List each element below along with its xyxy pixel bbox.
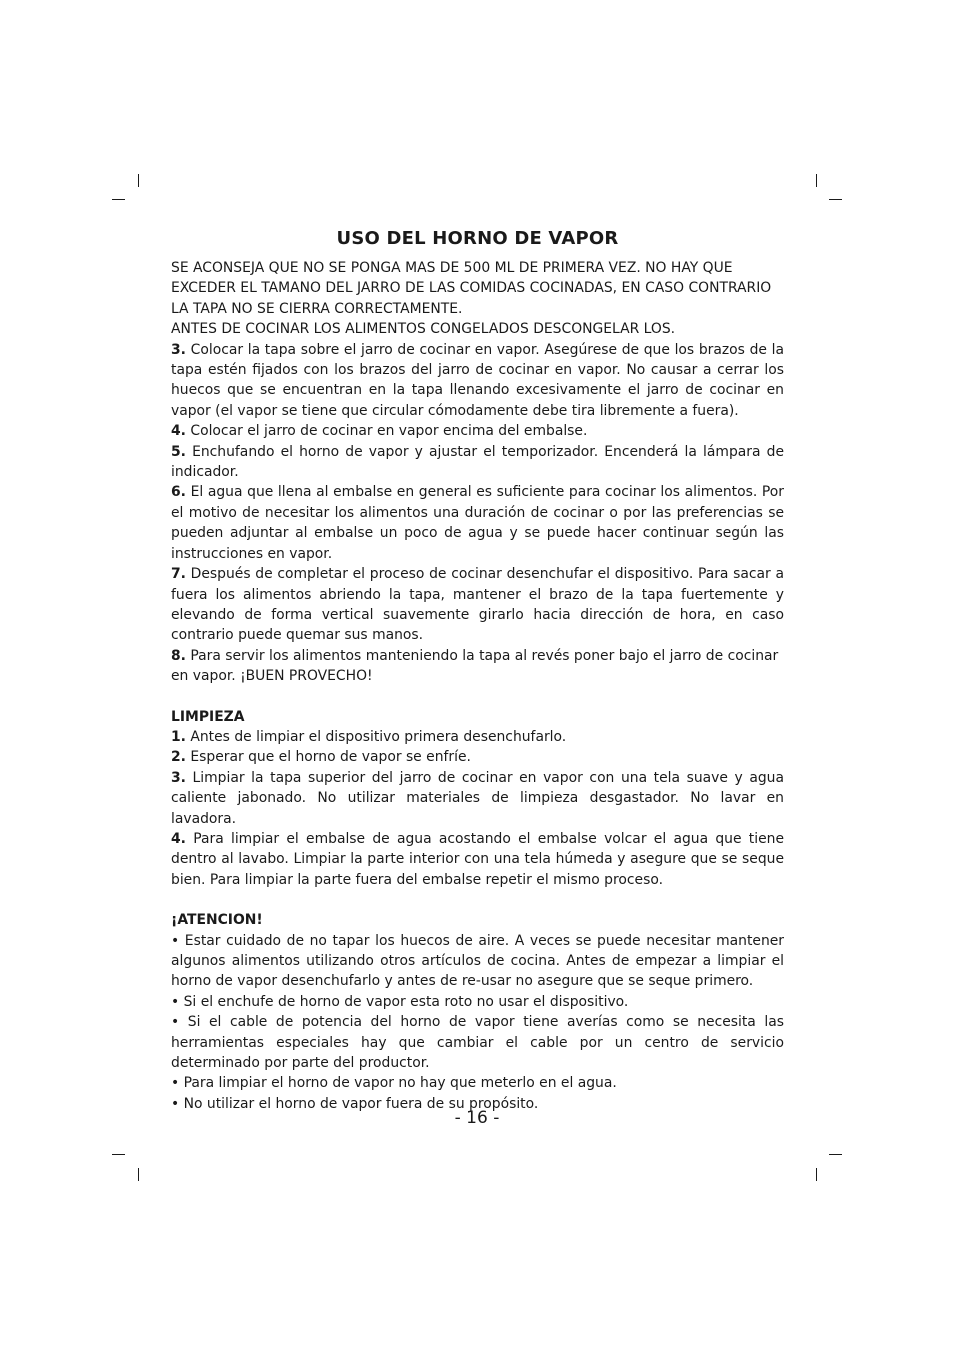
step-text: Después de completar el proceso de cocinar desenchufar el dispositivo. Para sacar a fuera los alimentos abriendo la tapa, mantener el brazo de la tapa fuertemente y elevando de forma vertical suavemente girarlo hacia dirección de hora, en caso contrario puede quemar sus manos. — [171, 566, 784, 644]
cleaning-text: Esperar que el horno de vapor se enfríe. — [190, 749, 471, 766]
step-number: 8. — [171, 647, 186, 664]
crop-mark-bottom-left-horizontal — [112, 1154, 125, 1155]
cleaning-text: Antes de limpiar el dispositivo primera desenchufarlo. — [190, 728, 567, 745]
step-item — [171, 340, 784, 422]
step-number: 3. — [171, 341, 186, 358]
step-text: Para servir los alimentos manteniendo la tapa al revés poner bajo el jarro de cocinar en vapor. ¡BUEN PROVECHO! — [171, 647, 779, 685]
cleaning-text: Limpiar la tapa superior del jarro de cocinar en vapor con una tela suave y agua caliente jabonado. No utilizar materiales de limpieza desgastador. No lavar en lavadora. — [171, 769, 784, 827]
cleaning-item — [171, 768, 784, 829]
step-item — [171, 646, 784, 687]
cleaning-number: 2. — [171, 749, 186, 766]
step-text: Colocar la tapa sobre el jarro de cocinar en vapor. Asegúrese de que los brazos de la tapa estén fijados con los brazos del jarro de cocinar en vapor. No causar a cerrar los huecos que se encuentran en la tapa llenando excesivamente el jarro de cocinar en vapor (el vapor se tiene que circular cómodamente debe tira libremente a fuera). — [171, 341, 784, 419]
cleaning-text: Para limpiar el embalse de agua acostando el embalse volcar el agua que tiene dentro al lavabo. Limpiar la parte interior con una tela húmeda y asegure que se seque bien. Para limpiar la parte fuera del embalse repetir el mismo proceso. — [171, 830, 784, 888]
warning-section — [171, 910, 784, 1114]
step-number: 4. — [171, 423, 186, 440]
cleaning-number: 3. — [171, 769, 186, 786]
page-content — [171, 228, 784, 1114]
step-text: El agua que llena al embalse en general es suficiente para cocinar los alimentos. Por el motivo de necesitar los alimentos una duración de cocinar o por las preferencias se pueden adjuntar al embalse un poco de agua y se puede hacer continuar según las instrucciones en vapor. — [171, 484, 784, 562]
page-title: USO DEL HORNO DE VAPOR — [336, 228, 619, 249]
cleaning-item — [171, 747, 784, 767]
step-number: 7. — [171, 566, 186, 583]
warning-item: • Para limpiar el horno de vapor no hay que meterlo en el agua. — [171, 1075, 617, 1092]
step-item — [171, 421, 784, 441]
crop-mark-top-left-vertical — [138, 174, 139, 187]
crop-mark-bottom-right-vertical — [816, 1168, 817, 1181]
warning-heading: ¡ATENCION! — [171, 912, 263, 929]
crop-mark-bottom-left-vertical — [138, 1168, 139, 1181]
step-item — [171, 564, 784, 646]
step-text: Colocar el jarro de cocinar en vapor encima del embalse. — [190, 423, 588, 440]
intro-paragraph: ANTES DE COCINAR LOS ALIMENTOS CONGELADOS DESCONGELAR LOS. — [171, 321, 676, 338]
warning-item: • Si el enchufe de horno de vapor esta roto no usar el dispositivo. — [171, 993, 629, 1010]
cleaning-item — [171, 727, 784, 747]
step-item — [171, 482, 784, 564]
cleaning-heading: LIMPIEZA — [171, 708, 245, 725]
warning-item: • Si el cable de potencia del horno de vapor tiene averías como se necesita las herramientas especiales hay que cambiar el cable por un centro de servicio determinado por parte del productor. — [171, 1014, 784, 1072]
step-number: 5. — [171, 443, 186, 460]
intro-paragraph: SE ACONSEJA QUE NO SE PONGA MAS DE 500 ML DE PRIMERA VEZ. NO HAY QUE EXCEDER EL TAMANO DEL JARRO DE LAS COMIDAS COCINADAS, EN CASO CONTRARIO LA TAPA NO SE CIERRA CORRECTAMENTE. — [171, 260, 772, 317]
crop-mark-top-right-horizontal — [829, 199, 842, 200]
steps-list — [171, 340, 784, 687]
crop-mark-top-right-vertical — [816, 174, 817, 187]
cleaning-number: 1. — [171, 728, 186, 745]
cleaning-item — [171, 829, 784, 890]
cleaning-section — [171, 707, 784, 891]
page-number: - 16 - — [454, 1108, 500, 1128]
warning-item: • No utilizar el horno de vapor fuera de su propósito. — [171, 1095, 539, 1112]
crop-mark-top-left-horizontal — [112, 199, 125, 200]
warning-item: • Estar cuidado de no tapar los huecos de aire. A veces se puede necesitar mantener algunos alimentos utilizando otros artículos de cocina. Antes de empezar a limpiar el horno de vapor desenchufarlo y antes de re-usar no asegure que se seque primero. — [171, 932, 784, 990]
step-item — [171, 442, 784, 483]
intro-section — [171, 258, 784, 340]
cleaning-number: 4. — [171, 830, 186, 847]
step-text: Enchufando el horno de vapor y ajustar el temporizador. Encenderá la lámpara de indicador. — [171, 443, 784, 481]
step-number: 6. — [171, 484, 186, 501]
crop-mark-bottom-right-horizontal — [829, 1154, 842, 1155]
